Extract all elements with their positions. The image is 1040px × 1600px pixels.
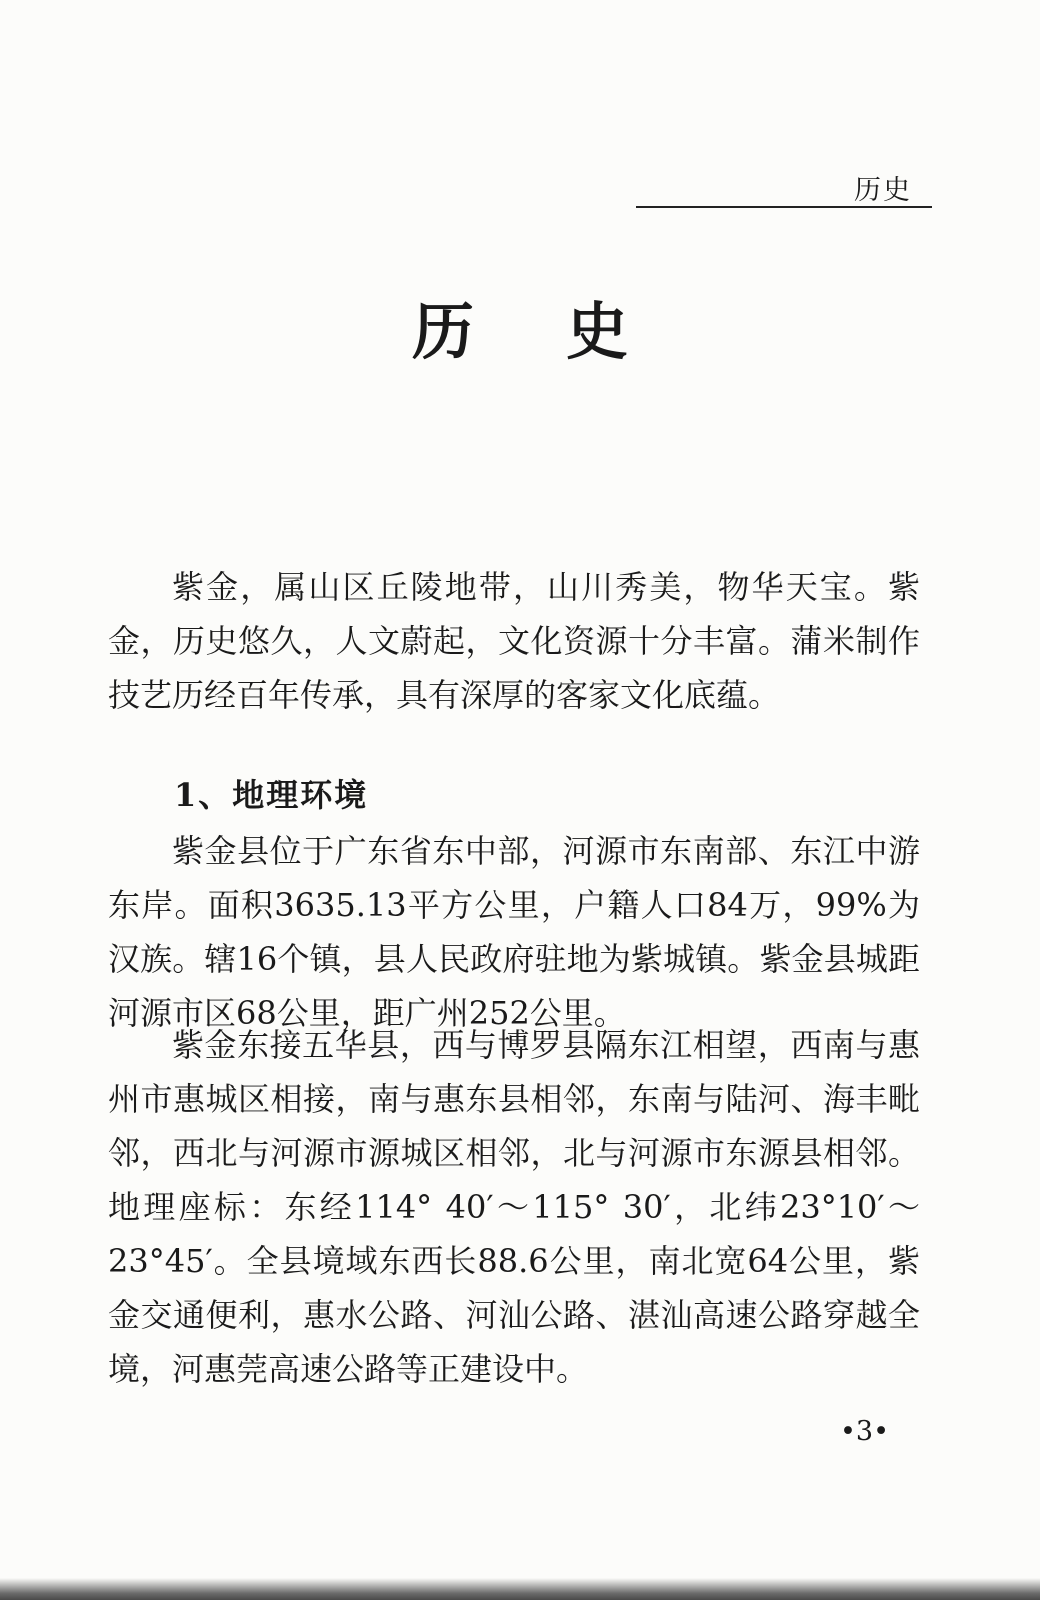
page-number: •3• <box>840 1416 890 1447</box>
chapter-title <box>0 282 1040 371</box>
chapter-title-char-2: 史 <box>566 295 629 368</box>
running-head-text: 历史 <box>854 175 912 206</box>
scan-edge-shadow <box>0 1578 1040 1600</box>
section-heading-geography: 1、地理环境 <box>174 776 369 814</box>
geography-paragraph-2: 紫金东接五华县，西与博罗县隔东江相望，西南与惠州市惠城区相接，南与惠东县相邻，东南与陆河、海丰毗邻，西北与河源市源城区相邻，北与河源市东源县相邻。地理座标：东经114° 40′～115° 30′，北纬23°10′～23°45′。全县境域东西长88.6公里，南北宽64公里，紫金交通便利，惠水公路、河汕公路、湛汕高速公路穿越全境，河惠莞高速公路等正建设中。 <box>108 1026 920 1388</box>
chapter-title-char-1: 历 <box>411 295 474 368</box>
geography-paragraph-1: 紫金县位于广东省东中部，河源市东南部、东江中游东岸。面积3635.13平方公里，户籍人口84万，99%为汉族。辖16个镇，县人民政府驻地为紫城镇。紫金县城距河源市区68公里，距广州252公里。 <box>108 832 920 1032</box>
running-head <box>636 166 932 208</box>
intro-paragraph: 紫金，属山区丘陵地带，山川秀美，物华天宝。紫金，历史悠久，人文蔚起，文化资源十分丰富。蒲米制作技艺历经百年传承，具有深厚的客家文化底蕴。 <box>108 568 920 714</box>
